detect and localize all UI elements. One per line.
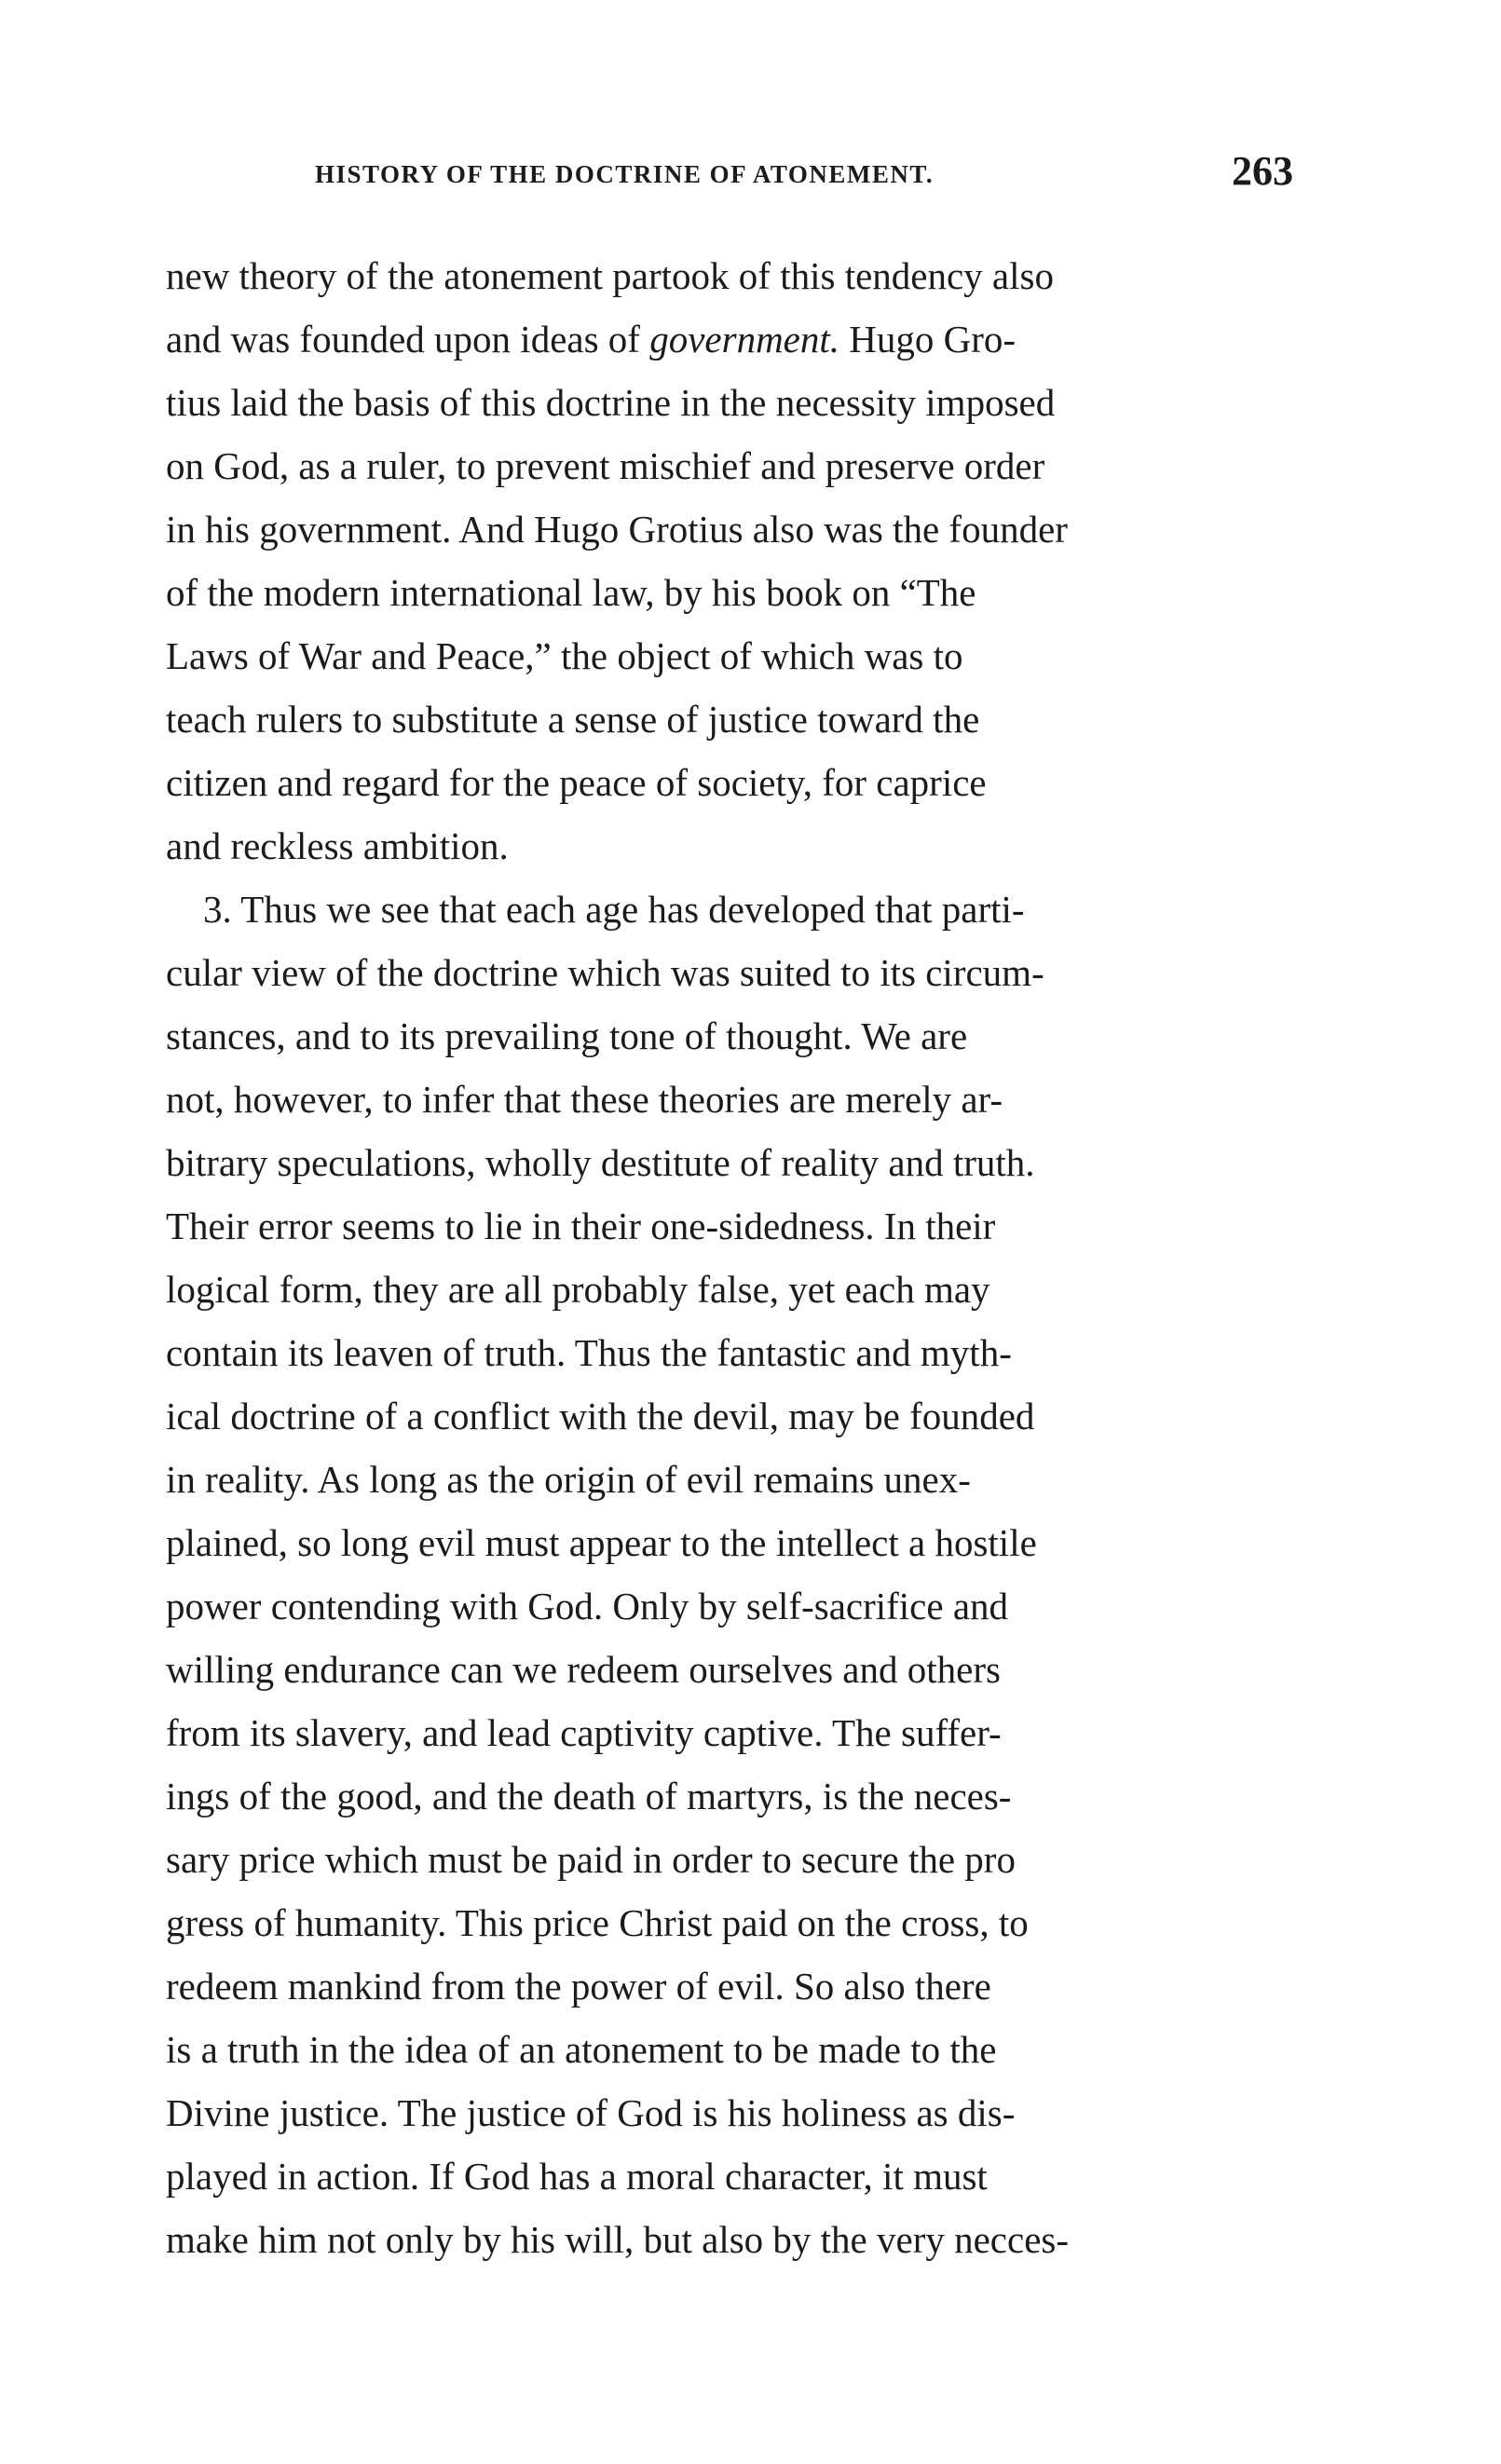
text-segment: Hugo Gro- — [839, 318, 1017, 361]
text-segment: Laws of War and Peace,” the object of which was to — [166, 634, 963, 677]
running-title: HISTORY OF THE DOCTRINE OF ATONEMENT. — [315, 160, 935, 188]
body-text — [166, 244, 1321, 2271]
text-segment: gress of humanity. This price Christ paid on the cross, to — [166, 1901, 1029, 1944]
running-head — [315, 147, 1321, 203]
text-line — [166, 2144, 1321, 2208]
text-line — [166, 814, 1321, 878]
text-segment: played in action. If God has a moral character, it must — [166, 2155, 988, 2198]
text-line — [166, 2018, 1321, 2081]
text-segment: from its slavery, and lead captivity captive. The suffer- — [166, 1711, 1002, 1754]
text-line — [166, 307, 1321, 371]
text-segment: ings of the good, and the death of martyrs, is the neces- — [166, 1775, 1012, 1817]
text-segment: of the modern international law, by his book on “The — [166, 571, 976, 614]
text-line — [166, 1828, 1321, 1891]
text-segment: power contending with God. Only by self-sacrifice and — [166, 1585, 1009, 1627]
text-segment: Their error seems to lie in their one-sidedness. In their — [166, 1205, 996, 1247]
text-segment: and reckless ambition. — [166, 824, 509, 867]
text-line — [166, 1574, 1321, 1638]
text-segment: new theory of the atonement partook of this tendency also — [166, 254, 1054, 297]
text-line — [166, 2208, 1321, 2271]
text-segment: tius laid the basis of this doctrine in the necessity imposed — [166, 381, 1056, 424]
text-line — [166, 687, 1321, 751]
text-segment: cular view of the doctrine which was suited to its circum- — [166, 951, 1044, 994]
text-line — [166, 1384, 1321, 1448]
text-line — [166, 434, 1321, 497]
text-line — [166, 244, 1321, 307]
text-line — [166, 1448, 1321, 1511]
text-line — [166, 371, 1321, 434]
text-segment: in reality. As long as the origin of evil remains unex- — [166, 1458, 971, 1501]
text-line — [166, 878, 1321, 941]
text-line — [166, 1891, 1321, 1954]
text-line — [166, 1954, 1321, 2018]
text-segment: bitrary speculations, wholly destitute of reality and truth. — [166, 1141, 1035, 1184]
text-line — [166, 1068, 1321, 1131]
text-segment: citizen and regard for the peace of society, for caprice — [166, 761, 987, 804]
text-line — [166, 1511, 1321, 1574]
text-line — [166, 751, 1321, 814]
text-segment: not, however, to infer that these theories are merely ar- — [166, 1078, 1003, 1121]
text-segment: sary price which must be paid in order to secure the pro — [166, 1838, 1016, 1881]
text-segment: willing endurance can we redeem ourselves and others — [166, 1648, 1001, 1691]
text-line — [166, 1764, 1321, 1828]
text-line — [166, 1638, 1321, 1701]
text-line — [166, 941, 1321, 1004]
text-segment: make him not only by his will, but also by the very necces- — [166, 2218, 1070, 2261]
italic-text: government. — [649, 318, 840, 361]
page-number: 263 — [1232, 148, 1293, 194]
text-segment: logical form, they are all probably false, yet each may — [166, 1268, 990, 1311]
text-segment: plained, so long evil must appear to the intellect a hostile — [166, 1521, 1037, 1564]
text-line — [166, 561, 1321, 624]
text-line — [166, 1004, 1321, 1068]
text-segment: and was founded upon ideas of — [166, 318, 650, 361]
text-segment: in his government. And Hugo Grotius also was the founder — [166, 508, 1068, 551]
text-line — [166, 2081, 1321, 2144]
text-segment: 3. Thus we see that each age has developed that parti- — [203, 888, 1025, 931]
text-segment: teach rulers to substitute a sense of justice toward the — [166, 698, 980, 741]
text-segment: redeem mankind from the power of evil. So also there — [166, 1965, 991, 2008]
text-line — [166, 1194, 1321, 1258]
text-line — [166, 624, 1321, 687]
text-segment: stances, and to its prevailing tone of thought. We are — [166, 1014, 968, 1057]
text-segment: ical doctrine of a conflict with the devil, may be founded — [166, 1395, 1035, 1437]
text-line — [166, 1701, 1321, 1764]
text-segment: on God, as a ruler, to prevent mischief and preserve order — [166, 444, 1045, 487]
text-segment: Divine justice. The justice of God is his holiness as dis- — [166, 2091, 1016, 2134]
text-segment: contain its leaven of truth. Thus the fantastic and myth- — [166, 1331, 1012, 1374]
text-line — [166, 497, 1321, 561]
text-line — [166, 1258, 1321, 1321]
text-line — [166, 1321, 1321, 1384]
text-line — [166, 1131, 1321, 1194]
text-segment: is a truth in the idea of an atonement to be made to the — [166, 2028, 997, 2071]
